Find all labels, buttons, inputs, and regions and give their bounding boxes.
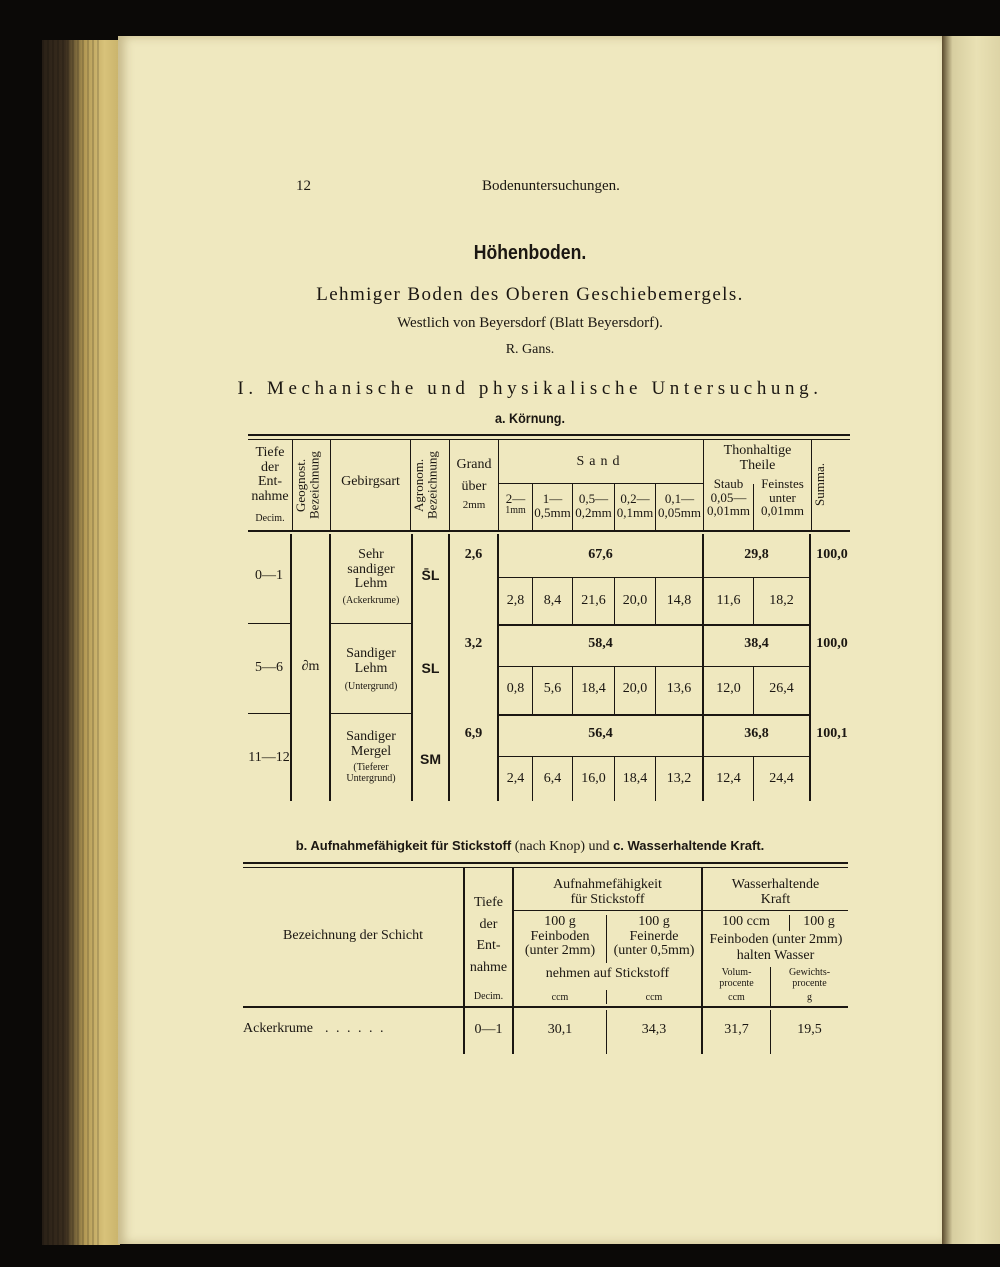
row2-thon-total: 38,4 (744, 636, 769, 651)
section1-subheading: a. Körnung. (494, 410, 566, 426)
row3-sand-total: 56,4 (588, 726, 613, 741)
t2-header-w-unit1: ccm (728, 992, 745, 1003)
section2-c-label: c. Wasserhaltende Kraft. (613, 838, 765, 853)
row3-rock: Sandiger Mergel (346, 729, 396, 759)
t2-row-a2: 34,3 (641, 1022, 667, 1037)
row3-thon-total: 36,8 (744, 726, 769, 741)
row2-sand-5: 13,6 (666, 681, 692, 696)
row2-summa: 100,0 (816, 636, 848, 651)
t2-header-tiefe-unit: Decim. (473, 991, 504, 1002)
row1-rock-note: (Ackerkrume) (342, 595, 400, 606)
row2-sand-1: 0,8 (506, 681, 525, 696)
header-staub: Staub 0,05— 0,01mm (707, 476, 750, 519)
t2-header-a-unit2: ccm (645, 992, 663, 1003)
section2-heading (118, 838, 942, 855)
row3-grand: 6,9 (464, 726, 483, 741)
t2-header-w-top2: 100 g (803, 914, 835, 929)
header-sand-col-1: 2— 1mm (505, 491, 526, 516)
t2-row-w1: 31,7 (724, 1022, 749, 1037)
row1-summa: 100,0 (816, 547, 848, 562)
t2-header-w-mid: Feinboden (unter 2mm) (709, 932, 843, 947)
next-page-edge (942, 36, 1000, 1244)
row1-thon-total: 29,8 (744, 547, 769, 562)
header-gebirgsart: Gebirgsart (341, 474, 400, 489)
row1-sand-total: 67,6 (588, 547, 613, 562)
row2-rock: Sandiger Lehm (346, 646, 396, 676)
row1-rock: Sehr sandiger Lehm (347, 547, 395, 592)
section1-heading: I. Mechanische und physikalische Untersuchung. (237, 378, 823, 399)
row2-grand: 3,2 (464, 636, 483, 651)
header-grand-size: 2mm (462, 499, 486, 511)
header-agronom: Agronom. Bezeichnung (411, 451, 440, 519)
page-number: 12 (296, 178, 311, 194)
row2-sand-3: 18,4 (581, 681, 606, 696)
t2-header-w-sub2: Gewichts- procente (788, 967, 831, 989)
row2-sand-total: 58,4 (588, 636, 613, 651)
t2-header-tiefe: Tiefe der Ent- nahme (469, 895, 508, 976)
t2-header-w-unit2: g (807, 992, 812, 1003)
row1-sand-4: 20,0 (622, 593, 648, 608)
row1-sand-1: 2,8 (506, 593, 525, 608)
row1-staub: 11,6 (716, 593, 741, 608)
row3-summa: 100,1 (816, 726, 848, 741)
row3-feinstes: 24,4 (769, 771, 794, 786)
row3-rock-note: (Tieferer Untergrund) (346, 762, 396, 784)
header-tiefe: Tiefe der Ent- nahme (251, 445, 289, 505)
header-thon: Thonhaltige Theile (723, 443, 792, 473)
row3-sand-5: 13,2 (666, 771, 692, 786)
t2-row-a1: 30,1 (547, 1022, 573, 1037)
row1-sand-2: 8,4 (543, 593, 562, 608)
t2-header-wasser: Wasserhaltende Kraft (731, 877, 820, 907)
row2-depth: 5—6 (255, 660, 283, 675)
row3-agronom: SM (420, 751, 441, 767)
t2-row-depth: 0—1 (474, 1022, 503, 1037)
location: Westlich von Beyersdorf (Blatt Beyersdorf). (397, 315, 663, 331)
row3-depth: 11—12 (248, 750, 290, 765)
row3-sand-3: 16,0 (581, 771, 606, 786)
page-title: Höhenboden. (473, 242, 587, 264)
header-tiefe-unit: Decim. (255, 513, 285, 524)
row1-feinstes: 18,2 (769, 593, 794, 608)
header-sand-col-4: 0,2— 0,1mm (616, 491, 654, 520)
t2-row-w2: 19,5 (797, 1022, 822, 1037)
row2-staub: 12,0 (716, 681, 741, 696)
row3-sand-1: 2,4 (506, 771, 525, 786)
row2-rock-note: (Untergrund) (344, 681, 398, 692)
row3-sand-2: 6,4 (543, 771, 562, 786)
section2-b-label: b. Aufnahmefähigkeit für Stickstoff (295, 838, 512, 853)
t2-header-aufnahme: Aufnahmefähigkeit für Stickstoff (553, 877, 662, 907)
row1-sand-3: 21,6 (581, 593, 606, 608)
header-sand-col-3: 0,5— 0,2mm (575, 491, 612, 520)
header-sand-col-2: 1— 0,5mm (534, 491, 571, 520)
t2-header-a1: 100 g Feinboden (unter 2mm) (524, 914, 596, 959)
subtitle: Lehmiger Boden des Oberen Geschiebemergels. (316, 284, 744, 305)
header-sand: Sand (576, 454, 625, 469)
geognost-value: ∂m (301, 659, 320, 674)
t2-header-w-mid2: halten Wasser (736, 948, 815, 963)
t2-header-schicht: Bezeichnung der Schicht (283, 928, 423, 943)
book-edge (42, 40, 120, 1245)
section2-mid: (nach Knop) und (514, 839, 610, 854)
header-geognost: Geognost. Bezeichnung (293, 451, 322, 519)
running-head: Bodenuntersuchungen. (482, 178, 620, 194)
row1-depth: 0—1 (255, 568, 283, 583)
header-summa: Summa. (812, 463, 827, 507)
header-feinstes: Feinstes unter 0,01mm (761, 476, 804, 519)
row3-staub: 12,4 (716, 771, 741, 786)
t2-header-a-unit1: ccm (551, 992, 569, 1003)
row2-feinstes: 26,4 (769, 681, 794, 696)
t2-header-a-bottom: nehmen auf Stickstoff (545, 966, 670, 981)
row1-sand-5: 14,8 (666, 593, 692, 608)
t2-row-name: Ackerkrume . . . . . . (243, 1021, 386, 1036)
row2-sand-4: 20,0 (622, 681, 648, 696)
row1-agronom: S̄L (421, 567, 440, 583)
t2-header-a2: 100 g Feinerde (unter 0,5mm) (613, 914, 695, 959)
row3-sand-4: 18,4 (622, 771, 648, 786)
header-grand: Grand über (456, 457, 492, 494)
row2-agronom: SL (421, 660, 440, 676)
header-sand-col-5: 0,1— 0,05mm (658, 491, 701, 520)
t2-header-w-top1: 100 ccm (722, 914, 770, 929)
row1-grand: 2,6 (464, 547, 483, 562)
row2-sand-2: 5,6 (543, 681, 562, 696)
t2-header-w-sub1: Volum- procente (719, 967, 754, 989)
author: R. Gans. (505, 342, 555, 357)
